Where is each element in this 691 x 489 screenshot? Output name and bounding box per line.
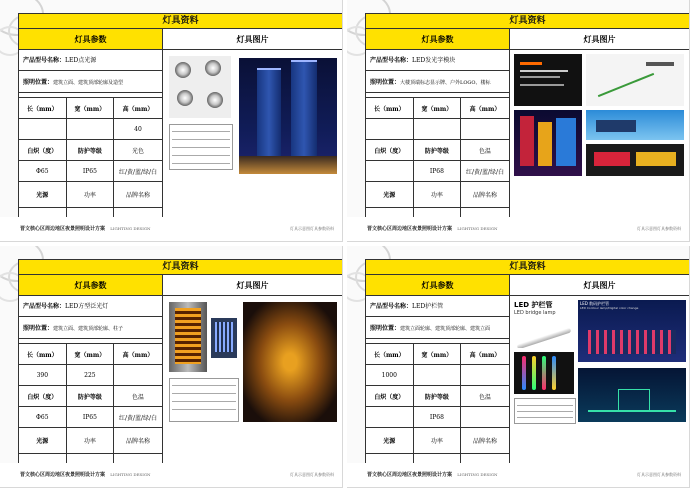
footer-note: 灯具示意图灯具参数资料: [637, 226, 681, 231]
storefront-photo: [586, 110, 684, 140]
image-header: 灯具图片: [510, 275, 689, 296]
width-value: [414, 119, 462, 139]
col-brand: 品牌名称: [125, 438, 150, 445]
model-value: LED方型泛光灯: [65, 303, 109, 310]
height-value: [114, 365, 162, 385]
color-value: 红/黄/蓝/绿/白: [118, 168, 158, 176]
col-color: 色温: [131, 393, 144, 401]
image-area: [510, 50, 689, 218]
col-brand: 品牌名称: [472, 192, 497, 199]
module-chain-photo: [586, 54, 684, 106]
image-header: 灯具图片: [163, 275, 342, 296]
page-footer: [0, 463, 342, 487]
fixture-sheet: [18, 13, 343, 219]
height-value: [461, 119, 509, 139]
page-footer: [347, 217, 689, 241]
image-header: 灯具图片: [510, 29, 689, 50]
catalog-page-3: [0, 246, 343, 488]
use-row: [366, 72, 509, 93]
led-sign-photo: [586, 144, 684, 176]
sheet-title: 灯具资料: [19, 14, 342, 29]
col-height: 高（mm）: [122, 351, 154, 359]
catalog-page-4: [347, 246, 690, 488]
col-ip: 防护等级: [67, 386, 115, 406]
image-area: [163, 296, 342, 464]
width-value: [414, 365, 462, 385]
col-color: 色温: [478, 147, 491, 155]
param-header: 灯具参数: [366, 29, 510, 50]
bridge-night-photo: [578, 368, 686, 422]
image-header: 灯具图片: [163, 29, 342, 50]
floodlight-photo: [169, 302, 207, 372]
col-ip: 防护等级: [414, 386, 462, 406]
col-power: 功率: [67, 182, 115, 207]
param-grid: [19, 97, 162, 234]
angle-value: Φ65: [19, 407, 67, 427]
model-row: [366, 296, 509, 317]
col-width: 宽（mm）: [67, 344, 115, 364]
col-color: 光色: [131, 147, 144, 155]
col-width: 宽（mm）: [414, 98, 462, 118]
col-length: 长（mm）: [366, 98, 414, 118]
col-source: 光源: [19, 182, 67, 207]
footer-note: 灯具示意图灯具参数资料: [290, 226, 334, 231]
use-value: 建筑立面轮廓、建筑顶部轮廓、建筑立面: [400, 326, 491, 332]
col-height: 高（mm）: [469, 351, 501, 359]
model-value: LED点光源: [65, 57, 97, 64]
col-angle: 白炽（度）: [366, 140, 414, 160]
width-value: 225: [67, 365, 115, 385]
param-column: [19, 50, 163, 218]
col-height: 高（mm）: [469, 105, 501, 113]
ip-value: IP65: [67, 161, 115, 181]
color-value: [461, 407, 509, 427]
product-title: LED 护栏管: [514, 301, 553, 309]
floodlight-front-photo: [211, 318, 237, 358]
col-brand: 品牌名称: [125, 192, 150, 199]
use-label: 照明位置：: [23, 79, 54, 86]
product-caption: LED 数码护栏管: [580, 301, 610, 306]
angle-value: [366, 161, 414, 181]
ip-value: IP68: [414, 161, 462, 181]
footer-title: 晋文核心区周边地区夜景照明设计方案 LIGHTING DESIGN: [367, 472, 498, 478]
model-label: 产品型号名称：: [370, 57, 413, 64]
catalog-page-1: [0, 0, 343, 242]
col-angle: 白炽（度）: [19, 386, 67, 406]
model-label: 产品型号名称：: [23, 57, 66, 64]
footer-title: 晋文核心区周边地区夜景照明设计方案 LIGHTING DESIGN: [20, 472, 151, 478]
length-value: [366, 119, 414, 139]
col-angle: 白炽（度）: [366, 386, 414, 406]
angle-value: Φ65: [19, 161, 67, 181]
col-power: 功率: [414, 182, 462, 207]
use-value: 大楼顶端标志显示牌、户外LOGO、楼标: [400, 80, 491, 86]
model-row: [366, 50, 509, 71]
col-power: 功率: [414, 428, 462, 453]
col-brand: 品牌名称: [472, 438, 497, 445]
param-grid: [366, 97, 509, 234]
param-header: 灯具参数: [19, 29, 163, 50]
use-label: 照明位置：: [23, 325, 54, 332]
col-source: 光源: [19, 428, 67, 453]
spec-diagram: [169, 378, 239, 422]
use-row: [19, 72, 162, 93]
param-grid: [19, 343, 162, 480]
color-value: 红/黄/蓝/绿/白: [118, 414, 158, 422]
ip-value: IP65: [67, 407, 115, 427]
signboard-night-photo: [514, 110, 582, 176]
page-footer: [347, 463, 689, 487]
image-area: [510, 296, 689, 464]
use-value: 建筑立面、建筑顶部轮廓及造型: [53, 80, 124, 86]
image-area: [163, 50, 342, 218]
model-label: 产品型号名称：: [370, 303, 413, 310]
sheet-title: 灯具资料: [19, 260, 342, 275]
param-column: [19, 296, 163, 464]
use-label: 照明位置：: [370, 79, 401, 86]
spec-table: [514, 398, 576, 424]
param-grid: [366, 343, 509, 480]
color-tubes-photo: [514, 352, 574, 394]
col-color: 色温: [478, 393, 491, 401]
page-footer: [0, 217, 342, 241]
tube-photo: [514, 326, 574, 348]
param-column: [366, 50, 510, 218]
footer-note: 灯具示意图灯具参数资料: [290, 472, 334, 477]
model-label: 产品型号名称：: [23, 303, 66, 310]
height-value: 40: [134, 125, 142, 133]
sign-module-photo: [514, 54, 582, 106]
product-title-panel: [514, 300, 574, 322]
use-value: 建筑立面、建筑顶部轮廓、柱子: [53, 326, 124, 332]
height-value: [461, 365, 509, 385]
fixture-sheet: [365, 13, 690, 219]
col-ip: 防护等级: [414, 140, 462, 160]
catalog-page-2: [347, 0, 690, 242]
ip-value: IP68: [414, 407, 462, 427]
param-column: [366, 296, 510, 464]
model-row: [19, 296, 162, 317]
angle-value: [366, 407, 414, 427]
col-length: 长（mm）: [366, 344, 414, 364]
length-value: 390: [19, 365, 67, 385]
col-angle: 白炽（度）: [19, 140, 67, 160]
use-row: [366, 318, 509, 339]
param-header: 灯具参数: [366, 275, 510, 296]
col-power: 功率: [67, 428, 115, 453]
product-caption-en: LED Contour lamp/Digital color change: [580, 306, 639, 310]
footer-title: 晋文核心区周边地区夜景照明设计方案 LIGHTING DESIGN: [20, 226, 151, 232]
footer-note: 灯具示意图灯具参数资料: [637, 472, 681, 477]
col-width: 宽（mm）: [67, 98, 115, 118]
col-ip: 防护等级: [67, 140, 115, 160]
use-row: [19, 318, 162, 339]
col-source: 光源: [366, 428, 414, 453]
col-length: 长（mm）: [19, 344, 67, 364]
product-photo: [169, 56, 231, 118]
building-floodlit-photo: [243, 302, 337, 422]
model-row: [19, 50, 162, 71]
model-value: LED护栏管: [412, 303, 444, 310]
footer-title: 晋文核心区周边地区夜景照明设计方案 LIGHTING DESIGN: [367, 226, 498, 232]
col-width: 宽（mm）: [414, 344, 462, 364]
night-scene-photo: [578, 300, 686, 362]
color-value: 红/黄/蓝/绿/白: [465, 168, 505, 176]
sheet-title: 灯具资料: [366, 260, 689, 275]
sheet-title: 灯具资料: [366, 14, 689, 29]
length-value: 1000: [366, 365, 414, 385]
col-source: 光源: [366, 182, 414, 207]
fixture-sheet: [365, 259, 690, 465]
product-subtitle: LED bridge lamp: [514, 310, 556, 316]
length-value: [19, 119, 67, 139]
spec-diagram: [169, 124, 233, 170]
building-night-photo: [239, 58, 337, 174]
col-height: 高（mm）: [122, 105, 154, 113]
fixture-sheet: [18, 259, 343, 465]
col-length: 长（mm）: [19, 98, 67, 118]
model-value: LED发光字模块: [412, 57, 456, 64]
use-label: 照明位置：: [370, 325, 401, 332]
width-value: [67, 119, 115, 139]
param-header: 灯具参数: [19, 275, 163, 296]
